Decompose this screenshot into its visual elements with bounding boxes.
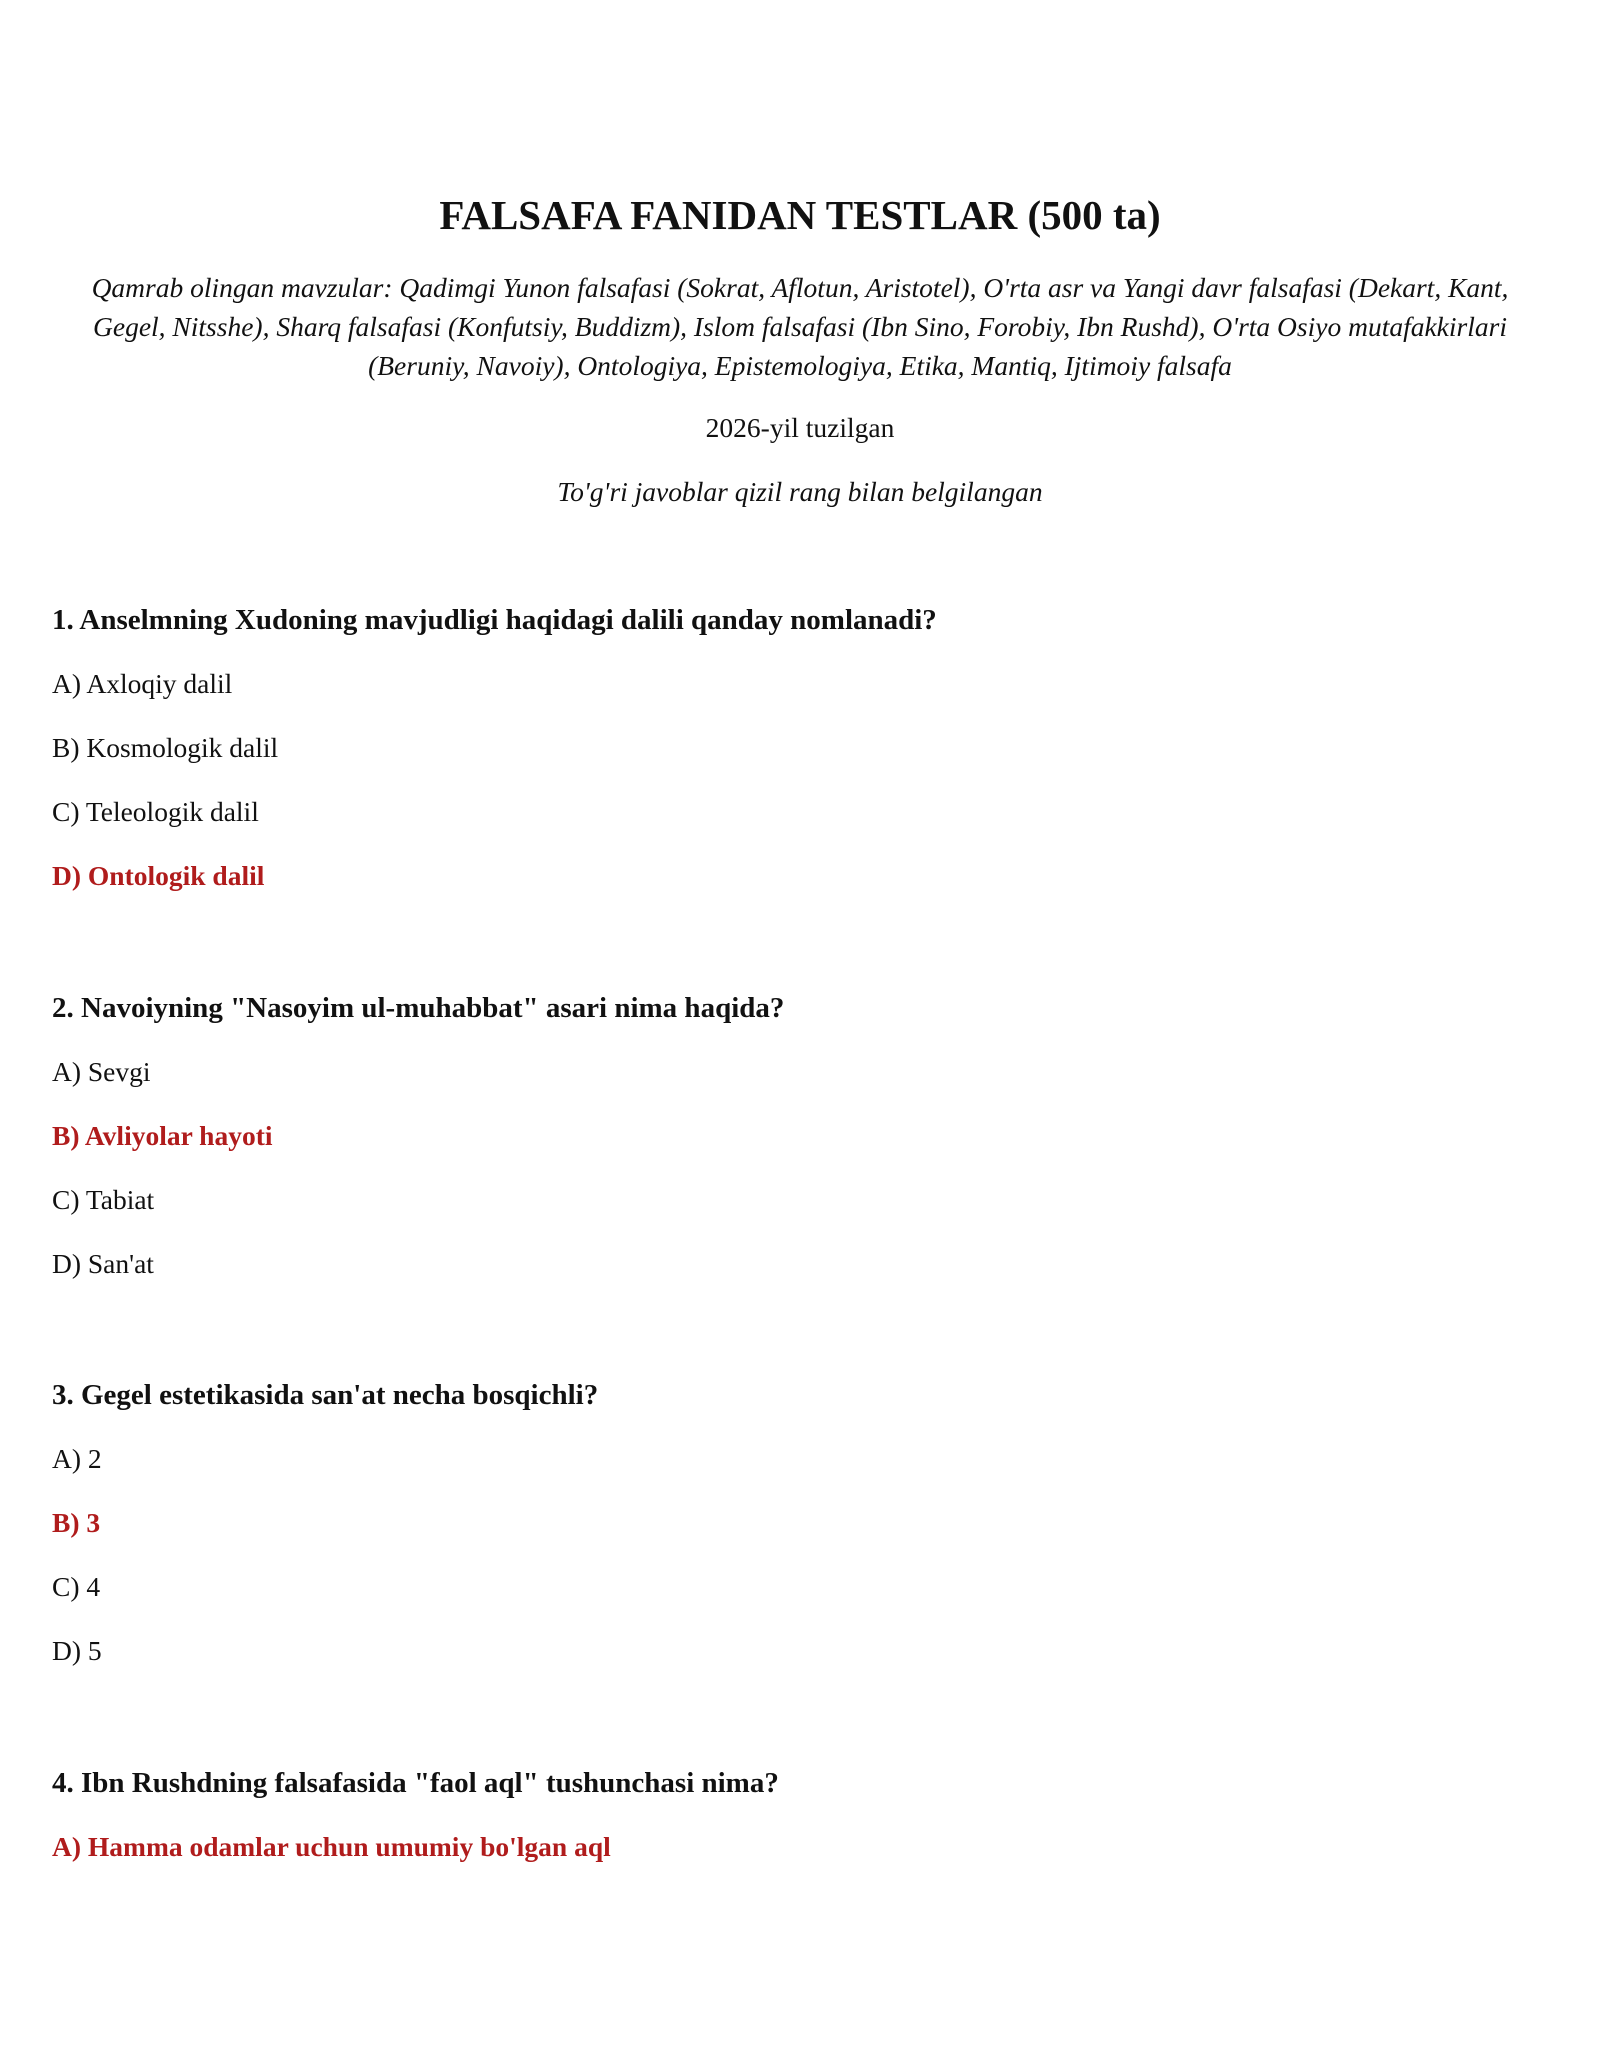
correct-answer-option: A) Hamma odamlar uchun umumiy bo'lgan aql	[52, 1831, 611, 1862]
answer-option: A) Axloqiy dalil	[52, 668, 233, 699]
question-text: 3. Gegel estetikasida san'at necha bosqichli?	[52, 1379, 599, 1411]
question-block	[52, 1765, 1552, 1893]
document-title: FALSAFA FANIDAN TESTLAR (500 ta)	[439, 192, 1161, 238]
answer-legend-note: To'g'ri javoblar qizil rang bilan belgilangan	[557, 476, 1043, 507]
year-note: 2026-yil tuzilgan	[705, 412, 895, 443]
correct-answer-option: D) Ontologik dalil	[52, 860, 265, 891]
answer-option: B) Kosmologik dalil	[52, 732, 279, 763]
answer-option: C) Teleologik dalil	[52, 796, 259, 827]
answer-option: D) San'at	[52, 1248, 154, 1279]
answer-option: A) Sevgi	[52, 1056, 151, 1087]
answer-option: A) 2	[52, 1443, 102, 1474]
answer-option: C) 4	[52, 1571, 101, 1602]
correct-answer-option: B) Avliyolar hayoti	[52, 1120, 273, 1151]
topics-subtitle: Qamrab olingan mavzular: Qadimgi Yunon falsafasi (Sokrat, Aflotun, Aristotel), O'rta asr va Yangi davr falsafasi (Dekart, Kant, Gegel, Nitsshe), Sharq falsafasi (Konfutsiy, Buddizm), Islom falsafasi (Ibn Sino, Forobiy, Ibn Rushd), O'rta Osiyo mutafakkirlari (Beruniy, Navoiy), Ontologiya, Epistemologiya, Etika, Mantiq, Ijtimoiy falsafa	[91, 272, 1509, 381]
question-block	[52, 602, 1552, 922]
answer-option: C) Tabiat	[52, 1184, 155, 1215]
question-block	[52, 990, 1552, 1310]
question-block	[52, 1377, 1552, 1697]
question-text: 4. Ibn Rushdning falsafasida "faol aql" tushunchasi nima?	[52, 1767, 779, 1799]
question-text: 1. Anselmning Xudoning mavjudligi haqidagi dalili qanday nomlanadi?	[52, 604, 937, 636]
question-text: 2. Navoiyning "Nasoyim ul-muhabbat" asari nima haqida?	[52, 992, 785, 1024]
correct-answer-option: B) 3	[52, 1507, 101, 1538]
answer-option: D) 5	[52, 1635, 102, 1666]
